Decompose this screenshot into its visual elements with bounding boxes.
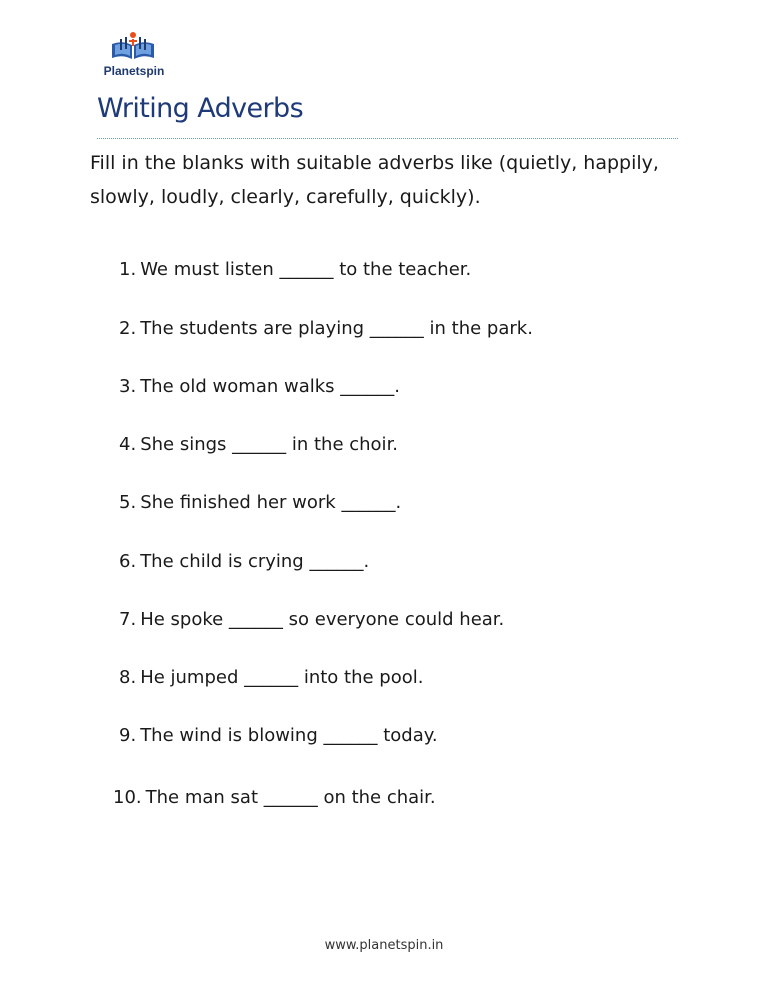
question-item	[119, 551, 369, 572]
question-text: We must listen ______ to the teacher.	[140, 259, 472, 280]
title-divider	[97, 138, 678, 139]
logo-wordmark: Planetspin	[103, 64, 165, 78]
question-item	[119, 259, 471, 280]
question-number: 5.	[119, 492, 137, 513]
question-item	[119, 434, 398, 455]
question-number: 9.	[119, 725, 137, 746]
question-number: 2.	[119, 318, 137, 339]
question-item	[119, 609, 504, 630]
question-item	[119, 667, 423, 688]
book-globe-icon	[108, 30, 158, 62]
question-number: 8.	[119, 667, 137, 688]
question-text: The old woman walks ______.	[140, 376, 400, 397]
instructions-text: Fill in the blanks with suitable adverbs like (quietly, happily, slowly, loudly, clearly, carefully, quickly).	[90, 152, 659, 208]
planetspin-logo	[98, 30, 170, 80]
footer-url: www.planetspin.in	[324, 938, 444, 953]
question-number: 1.	[119, 259, 137, 280]
page-title: Writing Adverbs	[97, 93, 304, 124]
question-text: She finished her work ______.	[140, 492, 402, 513]
question-text: He spoke ______ so everyone could hear.	[140, 609, 505, 630]
question-number: 3.	[119, 376, 137, 397]
question-text: She sings ______ in the choir.	[140, 434, 399, 455]
question-item	[119, 725, 438, 746]
question-item	[119, 376, 400, 397]
question-number: 6.	[119, 551, 137, 572]
question-text: The wind is blowing ______ today.	[140, 725, 438, 746]
question-text: He jumped ______ into the pool.	[140, 667, 424, 688]
question-text: The man sat ______ on the chair.	[145, 787, 436, 808]
question-item	[113, 787, 436, 808]
question-text: The students are playing ______ in the park.	[140, 318, 533, 339]
question-number: 4.	[119, 434, 137, 455]
question-number: 10.	[113, 787, 142, 808]
question-item	[119, 492, 401, 513]
question-number: 7.	[119, 609, 137, 630]
question-item	[119, 318, 533, 339]
question-text: The child is crying ______.	[140, 551, 370, 572]
